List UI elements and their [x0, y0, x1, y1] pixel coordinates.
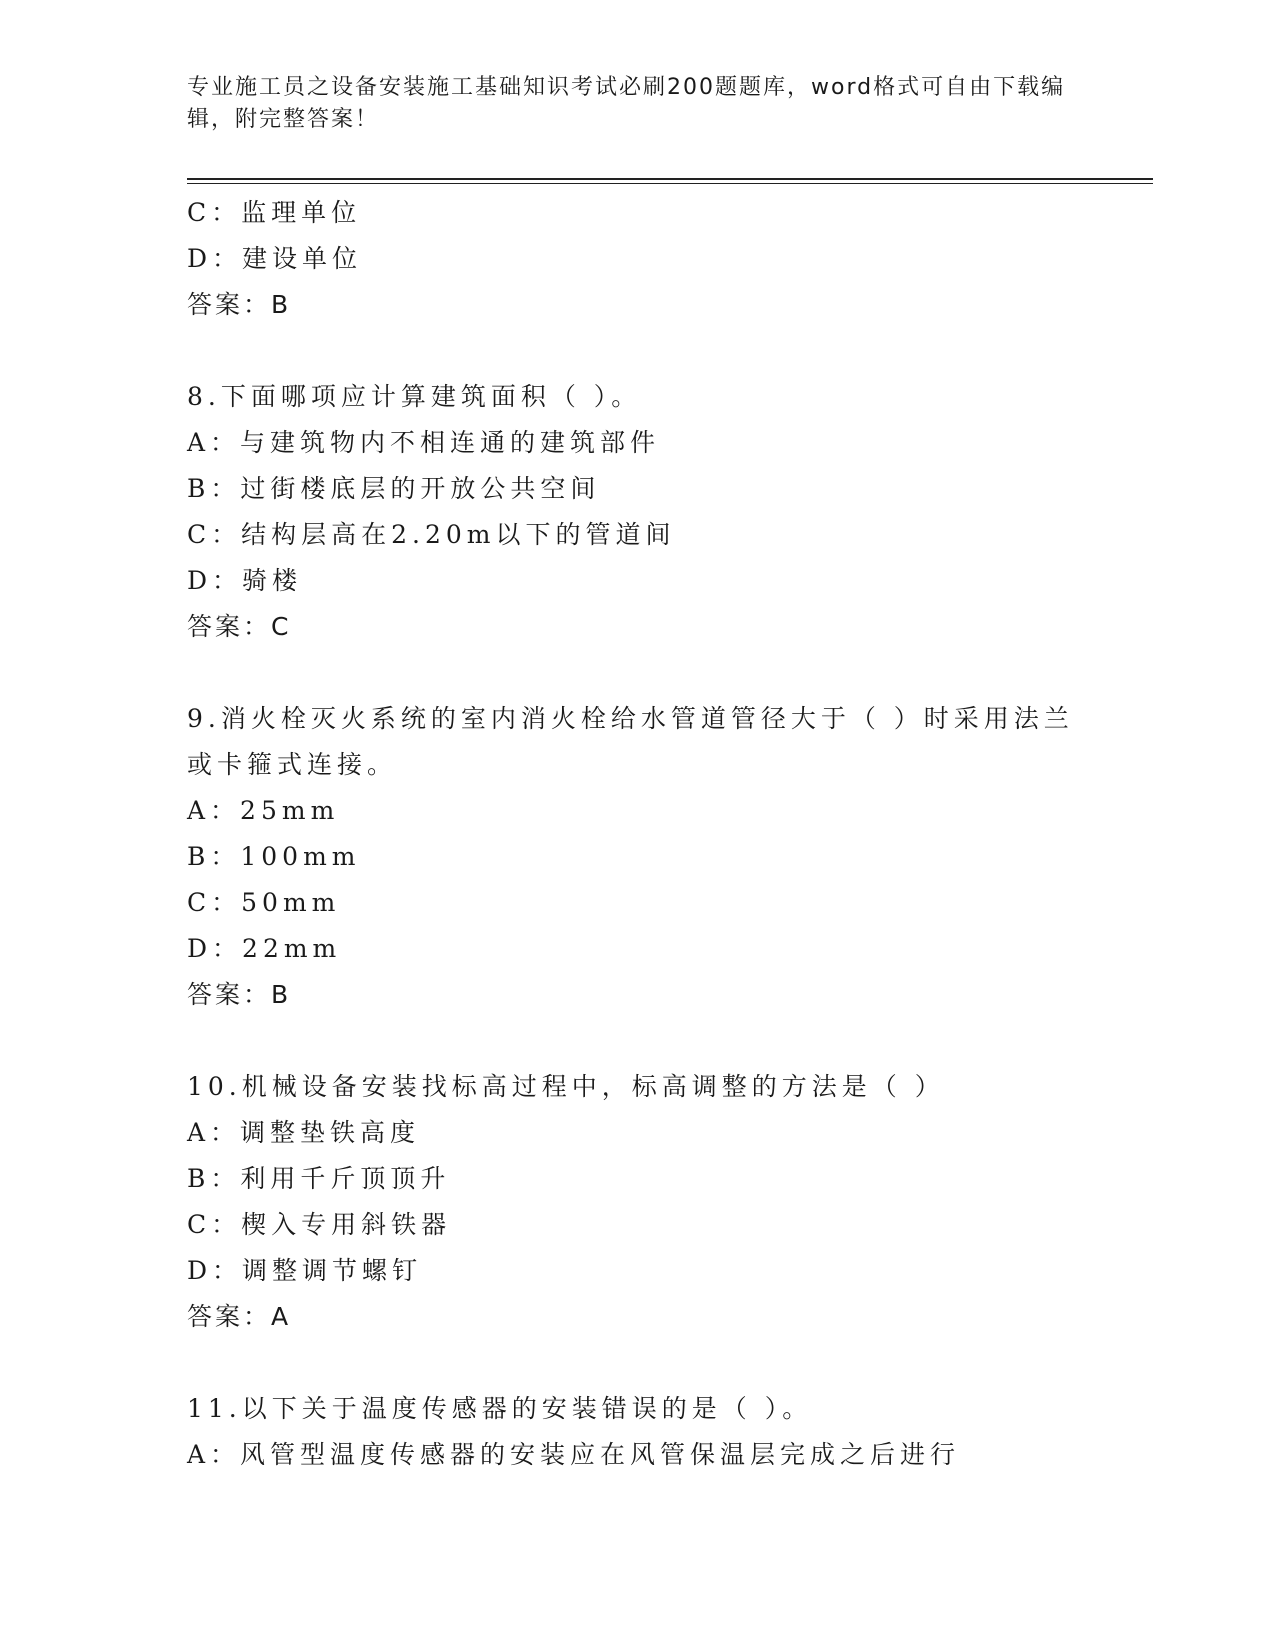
option-d: D：调整调节螺钉: [187, 1256, 423, 1285]
spacer: [187, 1340, 1087, 1386]
header-rule-thick: [187, 178, 1153, 180]
spacer: [187, 1018, 1087, 1064]
answer-line: 答案：B: [187, 290, 292, 319]
option-c: C：50mm: [187, 888, 341, 917]
spacer: [187, 328, 1087, 374]
option-a: A：调整垫铁高度: [187, 1118, 421, 1147]
question-content: [187, 190, 1087, 1478]
option-c: C：监理单位: [187, 198, 362, 227]
header-rule-thin: [187, 183, 1153, 184]
option-c: C：楔入专用斜铁器: [187, 1210, 452, 1239]
option-a: A：与建筑物内不相连通的建筑部件: [187, 428, 661, 457]
question-stem: 10.机械设备安装找标高过程中，标高调整的方法是（ ）: [187, 1072, 945, 1101]
document-header: 专业施工员之设备安装施工基础知识考试必刷200题题库，word格式可自由下载编辑，附完整答案！: [187, 75, 1066, 132]
option-c: C：结构层高在2.20m以下的管道间: [187, 520, 676, 549]
option-a: A：风管型温度传感器的安装应在风管保温层完成之后进行: [187, 1440, 961, 1469]
answer-line: 答案：B: [187, 980, 292, 1009]
option-d: D：建设单位: [187, 244, 363, 273]
option-b: B：100mm: [187, 842, 361, 871]
option-b: B：利用千斤顶顶升: [187, 1164, 451, 1193]
spacer: [187, 650, 1087, 696]
question-stem: 8.下面哪项应计算建筑面积（ ）。: [187, 382, 642, 411]
question-stem: 11.以下关于温度传感器的安装错误的是（ ）。: [187, 1394, 813, 1423]
question-stem: 9.消火栓灭火系统的室内消火栓给水管道管径大于（ ）时采用法兰或卡箍式连接。: [187, 704, 1074, 779]
option-d: D：骑楼: [187, 566, 303, 595]
answer-line: 答案：C: [187, 612, 292, 641]
option-d: D：22mm: [187, 934, 342, 963]
option-b: B：过街楼底层的开放公共空间: [187, 474, 601, 503]
option-a: A：25mm: [187, 796, 340, 825]
answer-line: 答案：A: [187, 1302, 292, 1331]
